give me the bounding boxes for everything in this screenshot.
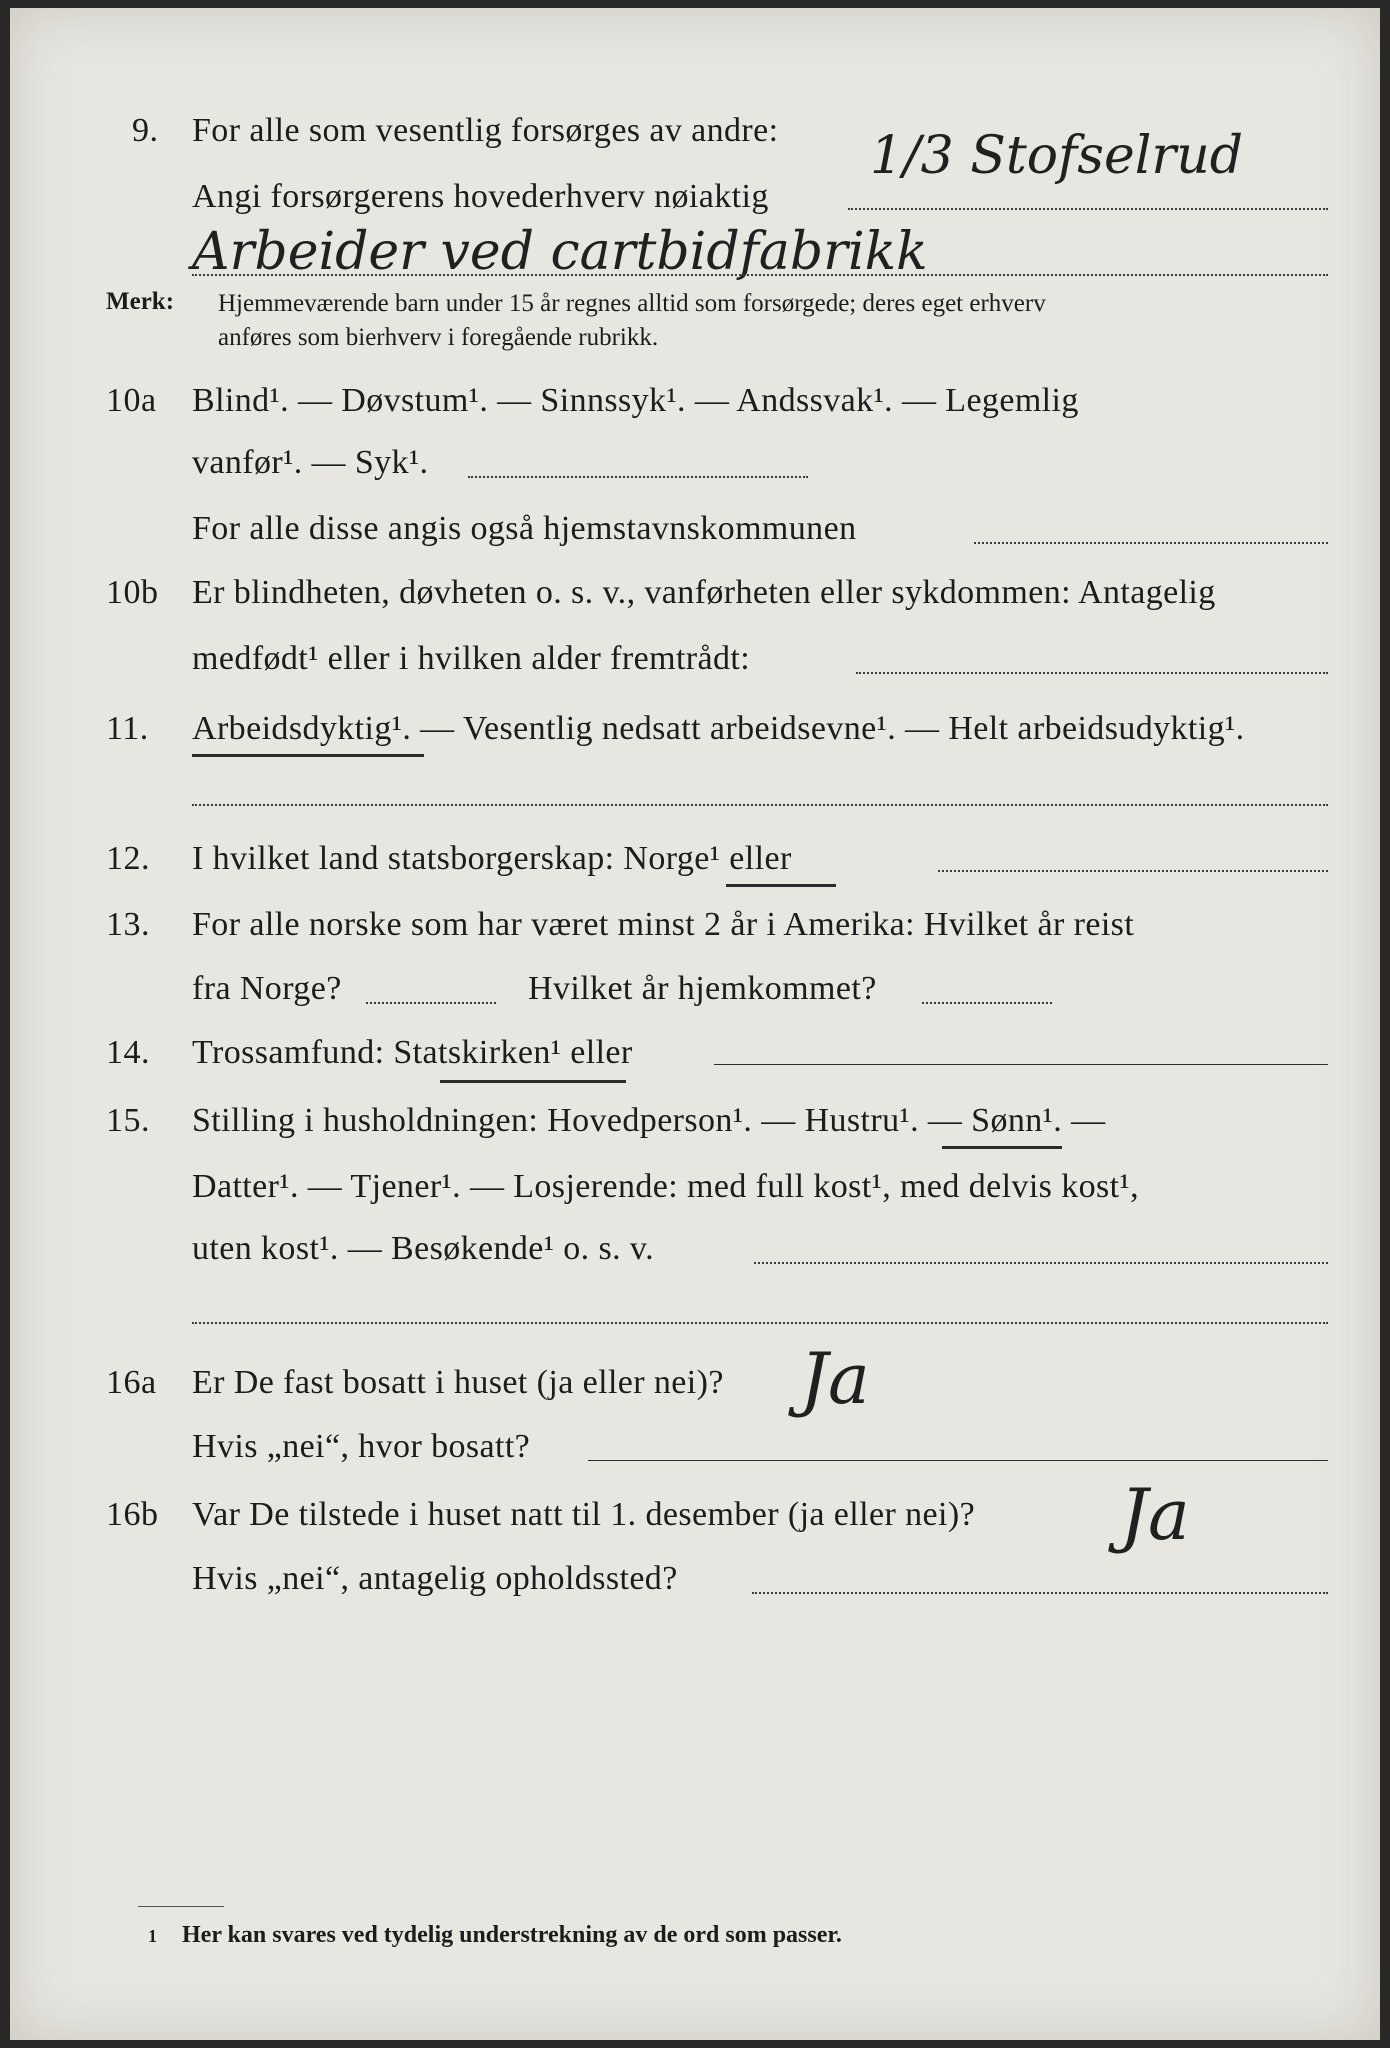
- q13-line2b: Hvilket år hjemkommet?: [528, 970, 877, 1007]
- q16b-line2: Hvis „nei“, antagelig opholdssted?: [192, 1560, 678, 1597]
- q10a-answer-line-2: [974, 542, 1328, 544]
- q10b-line1: Er blindheten, døvheten o. s. v., vanførheten eller sykdommen: Antagelig: [192, 574, 1216, 611]
- q12-answer-line: [938, 870, 1328, 872]
- q16a-handwriting: Ja: [800, 1338, 870, 1420]
- q16a-answer-line: [588, 1460, 1328, 1461]
- q14-answer-line: [714, 1064, 1328, 1065]
- q10a-number: 10a: [106, 382, 157, 419]
- census-form-page: [10, 8, 1380, 2040]
- q9-number: 9.: [132, 112, 159, 149]
- q16a-number: 16a: [106, 1364, 157, 1401]
- q9-answer-line-2: [192, 274, 1328, 276]
- q16a-line1: Er De fast bosatt i huset (ja eller nei)?: [192, 1364, 724, 1401]
- merk-label: Merk:: [106, 288, 175, 315]
- footnote-text: Her kan svares ved tydelig understrekning av de ord som passer.: [182, 1922, 842, 1948]
- q15-answer-line-2: [192, 1322, 1328, 1324]
- q13-line2a: fra Norge?: [192, 970, 342, 1007]
- q13-answer-line-1: [366, 1002, 496, 1004]
- q9-answer-line-1: [848, 208, 1328, 210]
- q10a-answer-line-1: [468, 476, 808, 478]
- q12-underline-norge: [726, 884, 836, 887]
- q15-number: 15.: [106, 1102, 150, 1139]
- q15-line3: uten kost¹. — Besøkende¹ o. s. v.: [192, 1230, 655, 1267]
- q11-number: 11.: [106, 710, 149, 747]
- q15-line1: Stilling i husholdningen: Hovedperson¹. — Hustru¹. — Sønn¹. —: [192, 1102, 1106, 1139]
- q15-underline-hustru: [942, 1146, 1062, 1149]
- merk-line2: anføres som bierhverv i foregående rubrikk.: [218, 324, 659, 351]
- q10b-answer-line: [856, 672, 1328, 674]
- q10a-line1: Blind¹. — Døvstum¹. — Sinnssyk¹. — Andssvak¹. — Legemlig: [192, 382, 1079, 419]
- q16a-line2: Hvis „nei“, hvor bosatt?: [192, 1428, 531, 1465]
- q9-handwriting-b: Arbeider ved cartbidfabrikk: [192, 222, 928, 282]
- q16b-line1: Var De tilstede i huset natt til 1. desember (ja eller nei)?: [192, 1496, 976, 1533]
- footnote-mark: 1: [148, 1926, 157, 1946]
- q13-number: 13.: [106, 906, 150, 943]
- q9-line1: For alle som vesentlig forsørges av andre:: [192, 112, 779, 149]
- q12-number: 12.: [106, 840, 150, 877]
- q10a-line3: For alle disse angis også hjemstavnskommunen: [192, 510, 857, 547]
- q11-underline-arbeidsdyktig: [192, 754, 424, 757]
- q10b-number: 10b: [106, 574, 159, 611]
- q12-line1: I hvilket land statsborgerskap: Norge¹ eller: [192, 840, 792, 877]
- q13-line1: For alle norske som har været minst 2 år i Amerika: Hvilket år reist: [192, 906, 1135, 943]
- footnote-rule: [138, 1906, 224, 1907]
- q11-line1: Arbeidsdyktig¹. — Vesentlig nedsatt arbeidsevne¹. — Helt arbeidsudyktig¹.: [192, 710, 1245, 747]
- q14-number: 14.: [106, 1034, 150, 1071]
- q15-line2: Datter¹. — Tjener¹. — Losjerende: med full kost¹, med delvis kost¹,: [192, 1168, 1139, 1205]
- q10b-line2: medfødt¹ eller i hvilken alder fremtrådt:: [192, 640, 751, 677]
- q15-answer-line-1: [754, 1262, 1328, 1264]
- merk-line1: Hjemmeværende barn under 15 år regnes alltid som forsørgede; deres eget erhverv: [218, 290, 1046, 317]
- q10a-line2: vanfør¹. — Syk¹.: [192, 444, 429, 481]
- q16b-answer-line: [752, 1592, 1328, 1594]
- q13-answer-line-2: [922, 1002, 1052, 1004]
- q14-underline-statskirken: [440, 1080, 626, 1083]
- q14-line1: Trossamfund: Statskirken¹ eller: [192, 1034, 633, 1071]
- q11-answer-line: [192, 804, 1328, 806]
- q9-line2: Angi forsørgerens hovederhverv nøiaktig: [192, 178, 769, 215]
- q9-handwriting-a: 1/3 Stofselrud: [870, 126, 1244, 186]
- q16b-number: 16b: [106, 1496, 159, 1533]
- q16b-handwriting: Ja: [1120, 1474, 1190, 1556]
